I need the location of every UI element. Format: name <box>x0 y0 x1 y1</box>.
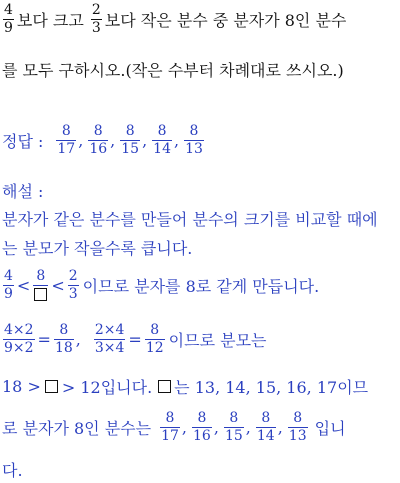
fraction: $\frac{8}{18}$ <box>54 322 73 356</box>
answer-label: 정답 : <box>2 132 44 151</box>
answer-fraction: $\frac{8}{17}$ <box>57 123 76 157</box>
final-line-end: 다. <box>2 461 23 480</box>
answer-fraction: $\frac{8}{13}$ <box>185 123 203 157</box>
problem-text: 보다 크고 <box>16 11 84 30</box>
inequality-line: $\frac{4}{9}$ < 8 < $\frac{2}{3}$ 이므로 분자를 8로 같게 만듭니다. <box>4 268 320 302</box>
explanation-line-2: 는 분모가 작을수록 큽니다. <box>2 239 193 258</box>
answer-fraction: $\frac{8}{14}$ <box>153 123 171 157</box>
blank-box <box>45 380 58 393</box>
final-fraction: $\frac{8}{16}$ <box>193 410 211 444</box>
fraction: $\frac{2}{3}$ <box>68 268 78 302</box>
answer-fraction: $\frac{8}{16}$ <box>89 123 108 157</box>
explanation-line-1: 분자가 같은 분수를 만들어 분수의 크기를 비교할 때에 <box>2 210 378 229</box>
final-fraction: $\frac{8}{14}$ <box>256 410 275 444</box>
fraction-with-box: 8 <box>33 268 48 303</box>
final-line: 로 분자가 8인 분수는 $\frac{8}{17}$ , $\frac{8}{16}$ , $\frac{8}{15}$ , $\frac{8}{14}$ , $\frac{8}{13}$ 입니 <box>2 410 346 444</box>
problem-line-1 <box>2 2 346 37</box>
problem-line-2: 를 모두 구하시오.(작은 수부터 차례대로 쓰시오.) <box>2 61 344 80</box>
fraction: $\frac{8}{12}$ <box>145 322 164 356</box>
conversion-line: $\frac{4\times 2}{9\times 2}$ = $\frac{8}{18}$ , $\frac{2\times 4}{3\times 4}$ = $\frac{8}{12}$ 이므로 분모는 <box>4 322 267 356</box>
answer-line: 정답 : $\frac{8}{17}$ , $\frac{8}{16}$ , $\frac{8}{15}$ , $\frac{8}{14}$ , $\frac{8}{13}$ <box>2 123 203 157</box>
fraction: $\frac{4\times 2}{9\times 2}$ <box>4 322 34 356</box>
blank-box <box>34 288 47 301</box>
range-line: 18 > > 12입니다. 는 13, 14, 15, 16, 17이므 <box>2 377 369 397</box>
fraction-2-3: $\frac{2}{3}$ <box>91 2 101 36</box>
answer-fraction: $\frac{8}{15}$ <box>121 123 140 157</box>
final-fraction: $\frac{8}{17}$ <box>161 410 179 444</box>
fraction-4-9: $\frac{4}{9}$ <box>4 2 13 36</box>
fraction: $\frac{4}{9}$ <box>4 268 13 302</box>
problem-text: 보다 작은 분수 중 분자가 8인 분수 <box>104 11 347 30</box>
final-fraction: $\frac{8}{15}$ <box>224 410 243 444</box>
fraction: $\frac{2\times 4}{3\times 4}$ <box>94 322 125 356</box>
final-fraction: $\frac{8}{13}$ <box>288 410 307 444</box>
blank-box <box>158 380 171 393</box>
explanation-label: 해설 : <box>2 182 44 201</box>
